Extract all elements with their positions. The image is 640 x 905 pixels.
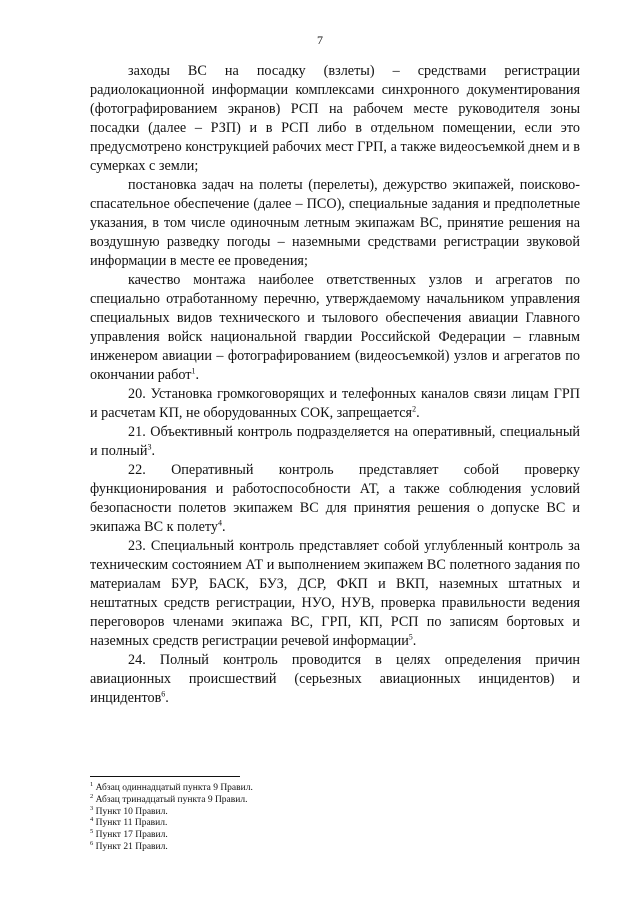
paragraph-item-21 — [90, 423, 580, 461]
footnotes — [90, 780, 390, 854]
footnote-text: Пункт 17 Правил. — [95, 830, 168, 841]
paragraph-text: заходы ВС на посадку (взлеты) – средствами регистрации радиолокационной информации комплексами синхронного документирования (фотографированием экранов) РСП на рабочем месте руководителя зоны посадки (далее – РЗП) и в РСП либо в отдельном помещении, если это предусмотрено конструкцией рабочих мест ГРП, а также видеосъемкой днем и в сумерках с земли; — [90, 63, 580, 174]
footnote-text: Абзац тринадцатый пункта 9 Правил. — [95, 794, 248, 805]
footnote-text: Пункт 10 Правил. — [95, 806, 168, 817]
footnote-ref[interactable]: 3 — [147, 442, 152, 452]
paragraph-end: . — [412, 633, 417, 649]
footnote-6 — [90, 839, 390, 854]
paragraph-end: . — [165, 690, 169, 706]
paragraph-item-23 — [90, 537, 580, 651]
footnote-ref[interactable]: 2 — [412, 404, 417, 414]
paragraph-text: постановка задач на полеты (перелеты), дежурство экипажей, поисково-спасательное обеспечение (далее – ПСО), специальные задания и предполетные указания, в том числе одиночным летным экипажам ВС, принятие решения на воздушную разведку погоды – наземными средствами регистрации звуковой информации в месте ее проведения; — [90, 177, 580, 269]
footnote-number: 6 — [90, 839, 94, 847]
paragraph-end: . — [222, 519, 226, 535]
footnote-number: 5 — [90, 828, 94, 836]
paragraph-text: 21. Объективный контроль подразделяется на оперативный, специальный и полный — [90, 424, 580, 459]
footnote-4 — [90, 818, 390, 830]
paragraph-video-recording-landing — [90, 62, 580, 176]
footnote-text: Пункт 11 Правил. — [95, 818, 168, 829]
paragraph-text: 24. Полный контроль проводится в целях определения причин авиационных происшествий (серьезных авиационных инцидентов) и инцидентов — [90, 652, 580, 706]
paragraph-task-setting — [90, 176, 580, 271]
paragraph-text: 22. Оперативный контроль представляет собой проверку функционирования и работоспособности АТ, а также соблюдения условий безопасности полетов экипажем ВС для принятия решения о допуске ВС и экипажа ВС к полету — [90, 462, 580, 535]
paragraph-text: 23. Специальный контроль представляет собой углубленный контроль за техническим состоянием АТ и выполнением экипажем ВС полетного задания по материалам БУР, БАСК, БУЗ, ДСР, ФКП и ВКП, наземных штатных и нештатных средств регистрации, НУО, НУВ, проверка правильности ведения переговоров членами экипажа ВС, ГРП, КП, РСП по записям бортовых и наземных средств регистрации речевой информации — [90, 538, 580, 649]
footnote-ref[interactable]: 6 — [161, 689, 166, 699]
paragraph-end: . — [416, 405, 420, 421]
footnote-number: 2 — [90, 792, 94, 800]
paragraph-text: 20. Установка громкоговорящих и телефонных каналов связи лицам ГРП и расчетам КП, не оборудованных СОК, запрещается — [90, 386, 580, 421]
paragraph-text: качество монтажа наиболее ответственных узлов и агрегатов по специально отработанному перечню, утверждаемому начальником управления специальных видов технического и тылового обеспечения авиации Главного управления войск национальной гвардии Российской Федерации – главным инженером авиации – фотографированием (видеосъемкой) узлов и агрегатов по окончании работ — [90, 272, 580, 383]
footnote-1 — [90, 780, 390, 795]
footnote-5 — [90, 830, 390, 842]
footnote-3 — [90, 804, 390, 819]
footnote-text: Пункт 21 Правил. — [95, 841, 168, 852]
footnote-number: 1 — [90, 780, 94, 788]
page-number: 7 — [317, 33, 323, 47]
footnote-ref[interactable]: 4 — [218, 518, 223, 528]
paragraph-end: . — [195, 367, 199, 383]
paragraph-item-24 — [90, 651, 580, 708]
footnote-2 — [90, 792, 390, 807]
footnote-text: Абзац одиннадцатый пункта 9 Правил. — [95, 783, 253, 793]
paragraph-item-20 — [90, 385, 580, 423]
footnote-ref[interactable]: 5 — [408, 632, 413, 642]
paragraph-end: . — [151, 443, 155, 459]
footnote-number: 3 — [90, 804, 94, 812]
footnote-separator — [90, 776, 240, 777]
body-text — [90, 62, 580, 708]
footnote-number: 4 — [90, 816, 94, 824]
paragraph-assembly-quality — [90, 271, 580, 385]
footnote-ref[interactable]: 1 — [191, 366, 196, 376]
paragraph-item-22 — [90, 461, 580, 537]
